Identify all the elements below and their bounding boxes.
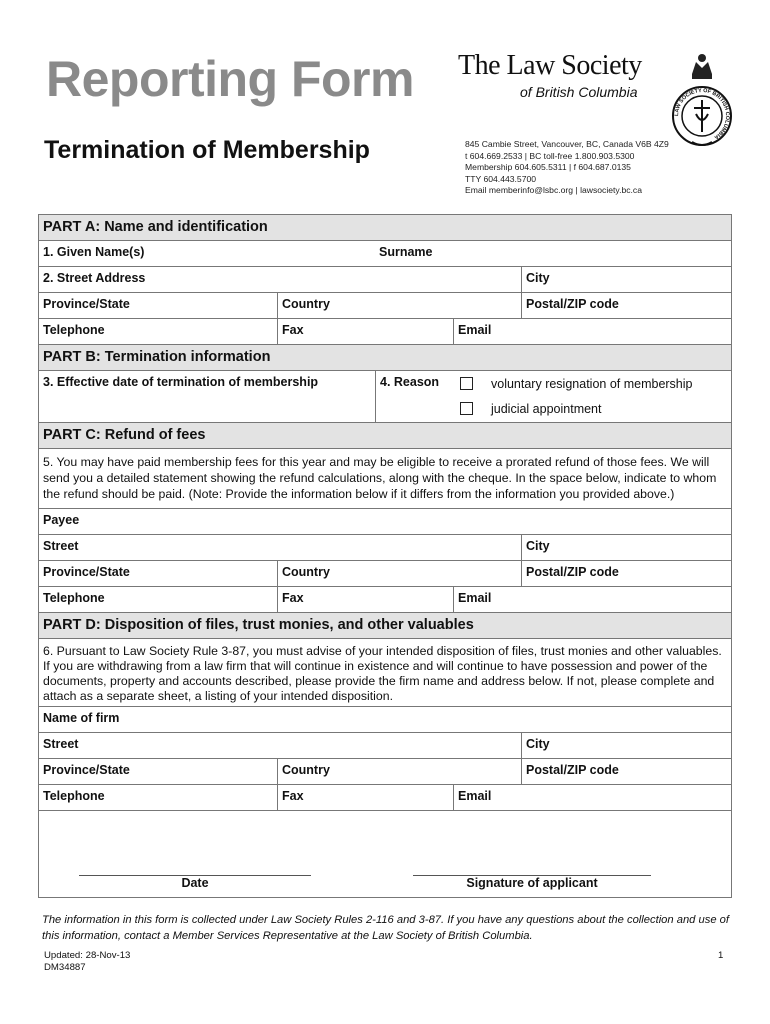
judicial-appointment-checkbox[interactable] — [460, 402, 473, 415]
telephone-field[interactable]: Telephone — [43, 323, 105, 337]
fax-field[interactable]: Fax — [277, 319, 453, 344]
date-label: Date — [181, 876, 209, 890]
part-a-name-row — [39, 241, 731, 267]
firm-row — [39, 707, 731, 733]
part-c-heading: PART C: Refund of fees — [39, 423, 731, 449]
firm-telephone-field[interactable]: Telephone — [43, 789, 105, 803]
payee-telephone-field[interactable]: Telephone — [43, 591, 105, 605]
footer-meta — [44, 950, 130, 974]
contact-membership: Membership 604.605.5311 | f 604.687.0135 — [465, 162, 631, 172]
part-a-heading: PART A: Name and identification — [39, 215, 731, 241]
part-b-heading: PART B: Termination information — [39, 345, 731, 371]
payee-city-field[interactable]: City — [521, 535, 731, 560]
given-names-field[interactable]: 1. Given Name(s) — [43, 245, 145, 259]
firm-city-field[interactable]: City — [521, 733, 731, 758]
svg-text:LAW SOCIETY OF BRITISH COLUMBI: LAW SOCIETY OF BRITISH COLUMBIA — [673, 87, 731, 141]
signature-label: Signature of applicant — [466, 876, 598, 890]
firm-email-field[interactable]: Email — [453, 785, 731, 810]
contact-phone: t 604.669.2533 | BC toll-free 1.800.903.5300 — [465, 150, 635, 161]
part-b-row — [39, 371, 731, 423]
refund-instructions: 5. You may have paid membership fees for this year and may be eligible to receive a prorated refund of those fees. We will send you a detailed statement showing the refund calculations, along with the cheque. In the space below, indicate to whom the refund should be paid. (Note: Provide the information below if it differs from the information you provided above.) — [43, 455, 717, 501]
part-d-region-row — [39, 759, 731, 785]
contact-block — [465, 139, 669, 197]
part-d-contact-row — [39, 785, 731, 811]
reporting-form — [38, 214, 732, 898]
reason-label: 4. Reason — [375, 371, 731, 422]
part-c-street-row — [39, 535, 731, 561]
firm-province-field[interactable]: Province/State — [43, 763, 130, 777]
part-c-contact-row — [39, 587, 731, 613]
firm-name-field[interactable]: Name of firm — [43, 711, 120, 725]
payee-fax-field[interactable]: Fax — [277, 587, 453, 612]
email-field[interactable]: Email — [453, 319, 731, 344]
city-field[interactable]: City — [521, 267, 731, 292]
payee-province-field[interactable]: Province/State — [43, 565, 130, 579]
part-a-address-row — [39, 267, 731, 293]
part-d-heading: PART D: Disposition of files, trust monies, and other valuables — [39, 613, 731, 639]
form-subtitle: Termination of Membership — [44, 136, 370, 164]
payee-postal-field[interactable]: Postal/ZIP code — [521, 561, 731, 586]
disposition-instructions: 6. Pursuant to Law Society Rule 3-87, you must advise of your intended disposition of files, trust monies and other valuables. If you are withdrawing from a law firm that will continue in existence and will continue to have possession and power of the documents, property and accounts described, please provide the firm name and address below. If not, please complete and attach as a separate sheet, a listing of your intended disposition. — [43, 644, 722, 703]
contact-address: 845 Cambie Street, Vancouver, BC, Canada V6B 4Z9 — [465, 139, 669, 149]
org-name: The Law Society — [458, 50, 642, 81]
page-number: 1 — [718, 950, 724, 961]
payee-street-field[interactable]: Street — [43, 539, 79, 553]
payee-email-field[interactable]: Email — [453, 587, 731, 612]
law-society-seal-logo — [670, 44, 734, 162]
province-field[interactable]: Province/State — [43, 297, 130, 311]
contact-tty: TTY 604.443.5700 — [465, 173, 537, 184]
contact-email: Email memberinfo@lsbc.org | lawsociety.bc.ca — [465, 185, 643, 195]
payee-country-field[interactable]: Country — [277, 561, 521, 586]
firm-country-field[interactable]: Country — [277, 759, 521, 784]
firm-fax-field[interactable]: Fax — [277, 785, 453, 810]
part-d-street-row — [39, 733, 731, 759]
street-address-field[interactable]: 2. Street Address — [43, 271, 146, 285]
voluntary-resignation-label: voluntary resignation of membership — [491, 377, 693, 391]
part-d-text-row — [39, 639, 731, 707]
part-c-text-row — [39, 449, 731, 509]
surname-field[interactable]: Surname — [379, 245, 433, 259]
part-c-region-row — [39, 561, 731, 587]
form-title: Reporting Form — [46, 51, 414, 107]
document-id: DM34887 — [44, 962, 86, 973]
payee-row — [39, 509, 731, 535]
country-field[interactable]: Country — [277, 293, 521, 318]
org-subname: of British Columbia — [520, 84, 638, 100]
firm-postal-field[interactable]: Postal/ZIP code — [521, 759, 731, 784]
effective-date-field[interactable]: 3. Effective date of termination of membership — [43, 375, 319, 389]
privacy-note: The information in this form is collected under Law Society Rules 2-116 and 3-87. If you have any questions about the collection and use of this information, contact a Member Services Representative at the Law Society of British Columbia. — [42, 914, 729, 942]
part-a-region-row — [39, 293, 731, 319]
payee-field[interactable]: Payee — [43, 513, 80, 527]
updated-date: Updated: 28-Nov-13 — [44, 950, 131, 961]
part-a-contact-row — [39, 319, 731, 345]
postal-code-field[interactable]: Postal/ZIP code — [521, 293, 731, 318]
firm-street-field[interactable]: Street — [43, 737, 79, 751]
voluntary-resignation-checkbox[interactable] — [460, 377, 473, 390]
judicial-appointment-label: judicial appointment — [491, 402, 602, 416]
